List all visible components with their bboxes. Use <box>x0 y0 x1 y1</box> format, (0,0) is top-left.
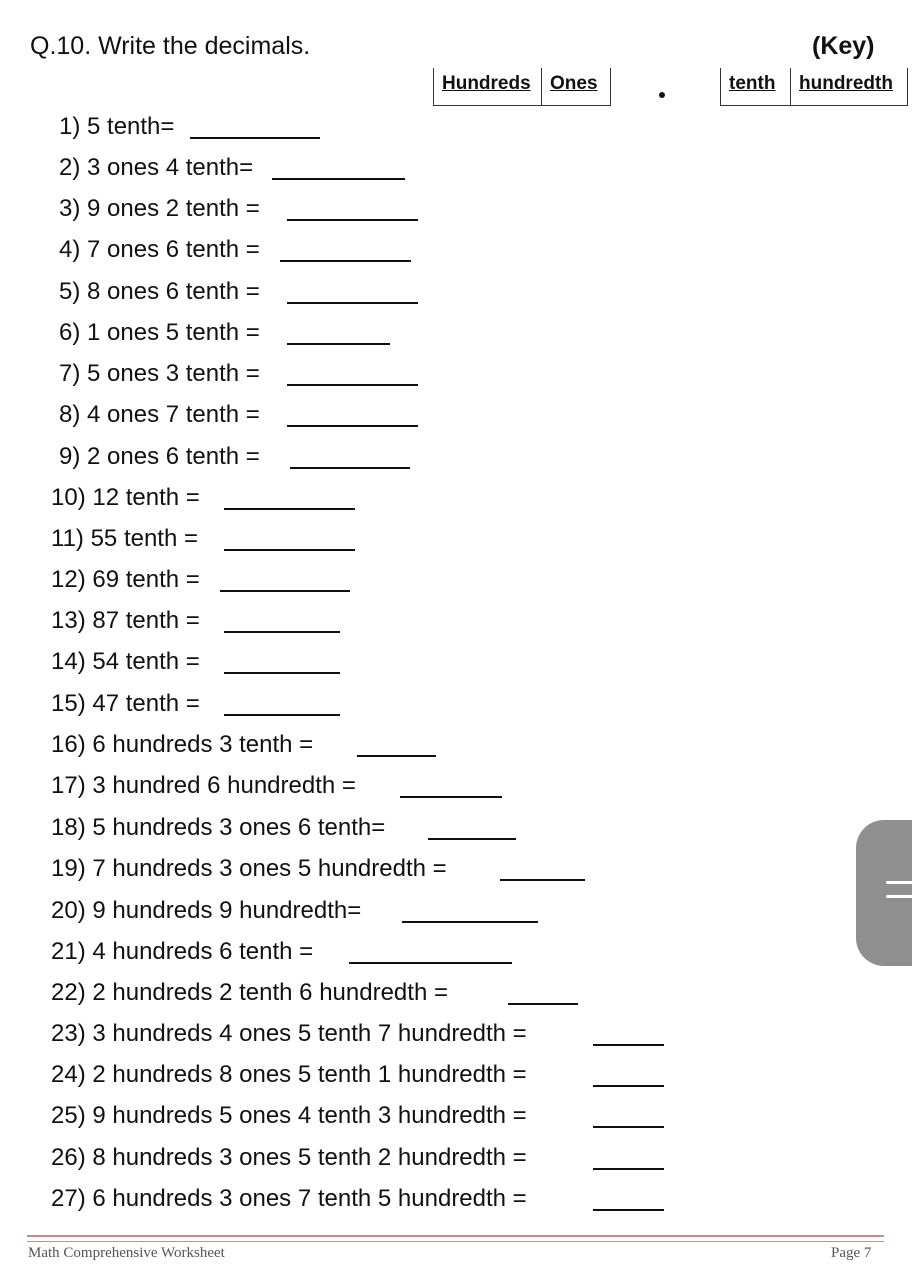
question-item: 20) 9 hundreds 9 hundredth= <box>51 897 362 924</box>
footer-title: Math Comprehensive Worksheet <box>28 1245 225 1261</box>
answer-blank[interactable] <box>287 302 418 304</box>
answer-blank[interactable] <box>190 137 320 139</box>
question-item: 5) 8 ones 6 tenth = <box>59 278 260 305</box>
question-item: 24) 2 hundreds 8 ones 5 tenth 1 hundredth = <box>51 1061 527 1088</box>
answer-blank[interactable] <box>357 755 436 757</box>
drag-handle-icon[interactable] <box>856 820 912 966</box>
answer-blank[interactable] <box>349 962 512 964</box>
answer-blank[interactable] <box>220 590 350 592</box>
question-item: 10) 12 tenth = <box>51 484 200 511</box>
answer-blank[interactable] <box>400 796 502 798</box>
question-item: 3) 9 ones 2 tenth = <box>59 195 260 222</box>
question-item: 16) 6 hundreds 3 tenth = <box>51 731 314 758</box>
question-item: 11) 55 tenth = <box>51 525 198 552</box>
handle-grip-line <box>886 881 912 884</box>
answer-blank[interactable] <box>287 219 418 221</box>
question-item: 25) 9 hundreds 5 ones 4 tenth 3 hundredth = <box>51 1102 527 1129</box>
question-item: 8) 4 ones 7 tenth = <box>59 401 260 428</box>
answer-blank[interactable] <box>508 1003 578 1005</box>
answer-blank[interactable] <box>287 425 418 427</box>
question-item: 22) 2 hundreds 2 tenth 6 hundredth = <box>51 979 448 1006</box>
question-item: 21) 4 hundreds 6 tenth = <box>51 938 314 965</box>
question-item: 1) 5 tenth= <box>59 113 175 140</box>
place-value-hundredth <box>790 68 908 106</box>
question-item: 12) 69 tenth = <box>51 566 200 593</box>
question-item: 2) 3 ones 4 tenth= <box>59 154 254 181</box>
answer-blank[interactable] <box>287 343 390 345</box>
answer-blank[interactable] <box>290 467 410 469</box>
question-item: 6) 1 ones 5 tenth = <box>59 319 260 346</box>
question-item: 15) 47 tenth = <box>51 690 200 717</box>
handle-grip-line <box>886 895 912 898</box>
question-item: 4) 7 ones 6 tenth = <box>59 236 260 263</box>
question-item: 7) 5 ones 3 tenth = <box>59 360 260 387</box>
decimal-point <box>659 92 665 98</box>
place-value-hundredth-label: hundredth <box>799 73 893 94</box>
footer-divider <box>27 1235 884 1242</box>
question-item: 14) 54 tenth = <box>51 648 200 675</box>
question-title: Q.10. Write the decimals. <box>30 32 311 60</box>
answer-blank[interactable] <box>593 1209 664 1211</box>
key-label: (Key) <box>812 32 875 60</box>
answer-blank[interactable] <box>280 260 411 262</box>
question-item: 27) 6 hundreds 3 ones 7 tenth 5 hundredth = <box>51 1185 527 1212</box>
question-item: 23) 3 hundreds 4 ones 5 tenth 7 hundredth = <box>51 1020 527 1047</box>
question-item: 19) 7 hundreds 3 ones 5 hundredth = <box>51 855 447 882</box>
answer-blank[interactable] <box>272 178 405 180</box>
answer-blank[interactable] <box>593 1044 664 1046</box>
answer-blank[interactable] <box>224 631 340 633</box>
answer-blank[interactable] <box>593 1168 664 1170</box>
answer-blank[interactable] <box>224 508 355 510</box>
place-value-hundreds <box>433 68 541 106</box>
answer-blank[interactable] <box>402 921 538 923</box>
answer-blank[interactable] <box>224 672 340 674</box>
page-number: Page 7 <box>831 1245 872 1261</box>
place-value-tenth-label: tenth <box>729 73 776 94</box>
answer-blank[interactable] <box>224 714 340 716</box>
answer-blank[interactable] <box>500 879 585 881</box>
question-item: 26) 8 hundreds 3 ones 5 tenth 2 hundredth = <box>51 1144 527 1171</box>
place-value-tenth <box>720 68 790 106</box>
place-value-ones <box>541 68 611 106</box>
question-item: 13) 87 tenth = <box>51 607 200 634</box>
place-value-hundreds-label: Hundreds <box>442 73 531 94</box>
answer-blank[interactable] <box>428 838 516 840</box>
place-value-ones-label: Ones <box>550 73 598 94</box>
answer-blank[interactable] <box>593 1085 664 1087</box>
answer-blank[interactable] <box>224 549 355 551</box>
question-item: 9) 2 ones 6 tenth = <box>59 443 260 470</box>
question-item: 18) 5 hundreds 3 ones 6 tenth= <box>51 814 386 841</box>
question-item: 17) 3 hundred 6 hundredth = <box>51 772 356 799</box>
answer-blank[interactable] <box>287 384 418 386</box>
answer-blank[interactable] <box>593 1126 664 1128</box>
